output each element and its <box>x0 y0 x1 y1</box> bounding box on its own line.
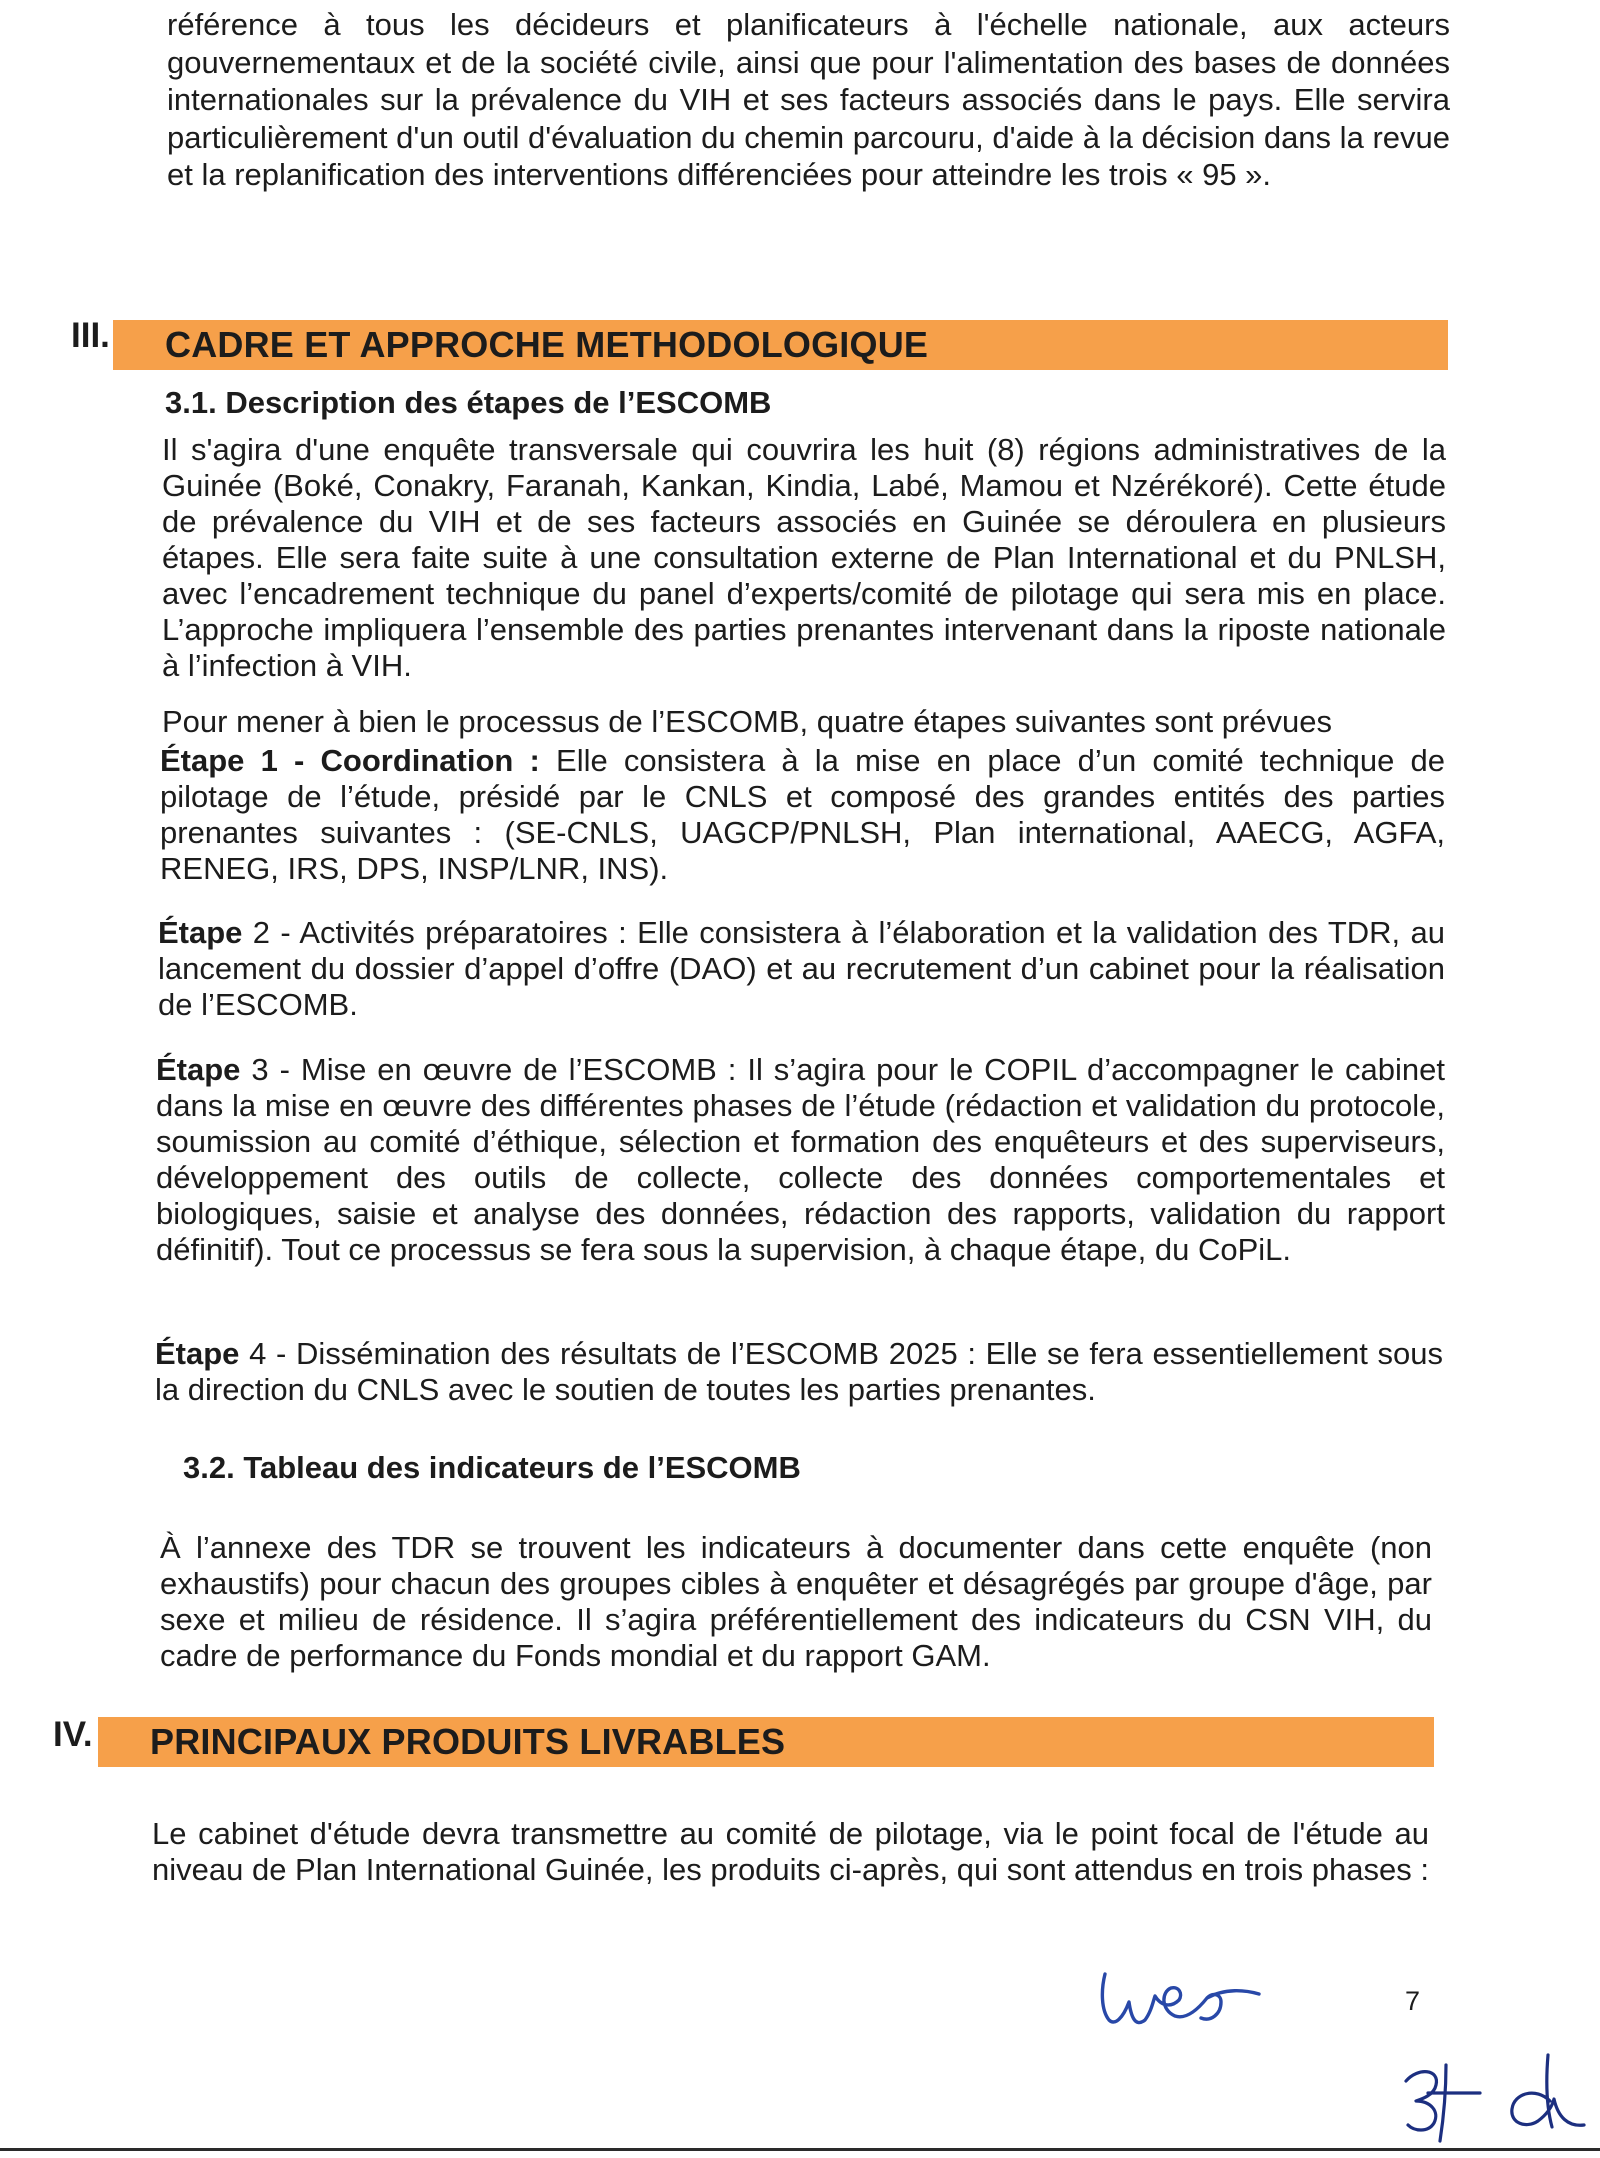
step-2-label: Étape <box>158 915 243 950</box>
section-3-banner <box>113 320 1448 370</box>
section-3-number: III. <box>71 316 110 355</box>
signature-mark <box>1095 1962 1295 2042</box>
step-2 <box>158 915 1445 1023</box>
page-bottom-border <box>0 2148 1600 2151</box>
step-4-text: 4 - Dissémination des résultats de l’ESCOMB 2025 : Elle se fera essentiellement sous la direction du CNLS avec le soutien de toutes les parties prenantes. <box>155 1336 1443 1407</box>
section-4-banner <box>98 1717 1434 1767</box>
subsection-3-1-heading: 3.1. Description des étapes de l’ESCOMB <box>165 385 772 420</box>
step-3-text: 3 - Mise en œuvre de l’ESCOMB : Il s’agira pour le COPIL d’accompagner le cabinet dans la mise en œuvre des différentes phases de l’étude (rédaction et validation du protocole, soumission au comité d’éthique, sélection et formation des enquêteurs et des superviseurs, développement des outils de collecte, collecte des données comportementales et biologiques, saisie et analyse des données, rédaction des rapports, validation du rapport définitif). Tout ce processus se fera sous la supervision, à chaque étape, du CoPiL. <box>156 1052 1445 1267</box>
section-3-title: CADRE ET APPROCHE METHODOLOGIQUE <box>165 324 929 365</box>
intro-paragraph: référence à tous les décideurs et planificateurs à l'échelle nationale, aux acteurs gouvernementaux et de la société civile, ainsi que pour l'alimentation des bases de données internationales sur la prévalence du VIH et ses facteurs associés dans le pays. Elle servira particulièrement d'un outil d'évaluation du chemin parcouru, d'aide à la décision dans la revue et la replanification des interventions différenciées pour atteindre les trois « 95 ». <box>167 7 1450 192</box>
section-4-title: PRINCIPAUX PRODUITS LIVRABLES <box>150 1721 786 1762</box>
step-3-label: Étape <box>156 1052 241 1087</box>
subsection-3-2-body: À l’annexe des TDR se trouvent les indicateurs à documenter dans cette enquête (non exhaustifs) pour chacun des groupes cibles à enquêter et désagrégés par groupe d'âge, par sexe et milieu de résidence. Il s’agira préférentiellement des indicateurs du CSN VIH, du cadre de performance du Fonds mondial et du rapport GAM. <box>160 1530 1432 1673</box>
step-1-text: Elle consistera à la mise en place d’un comité technique de pilotage de l’étude, présidé par le CNLS et composé des grandes entités des parties prenantes suivantes : (SE-CNLS, UAGCP/PNLSH, Plan international, AAECG, AGFA, RENEG, IRS, DPS, INSP/LNR, INS). <box>160 743 1445 886</box>
step-4 <box>155 1336 1443 1408</box>
step-3 <box>156 1052 1445 1268</box>
subsection-3-1-body: Il s'agira d'une enquête transversale qui couvrira les huit (8) régions administratives de la Guinée (Boké, Conakry, Faranah, Kankan, Kindia, Labé, Mamou et Nzérékoré). Cette étude de prévalence du VIH et de ses facteurs associés en Guinée se déroulera en plusieurs étapes. Elle sera faite suite à une consultation externe de Plan International et du PNLSH, avec l’encadrement technique du panel d’experts/comité de pilotage qui sera mis en place. L’approche impliquera l’ensemble des parties prenantes intervenant dans la riposte nationale à l’infection à VIH. <box>162 432 1446 683</box>
step-4-label: Étape <box>155 1336 240 1371</box>
step-1-label: Étape 1 - Coordination : <box>160 743 540 778</box>
step-1 <box>160 743 1445 887</box>
step-2-text: 2 - Activités préparatoires : Elle consistera à l’élaboration et la validation des TDR, au lancement du dossier d’appel d’offre (DAO) et au recrutement d’un cabinet pour la réalisation de l’ESCOMB. <box>158 915 1445 1022</box>
steps-lead-text: Pour mener à bien le processus de l’ESCOMB, quatre étapes suivantes sont prévues <box>162 704 1333 739</box>
section-4-number: IV. <box>53 1715 93 1754</box>
subsection-3-2-heading: 3.2. Tableau des indicateurs de l’ESCOMB <box>183 1450 801 1485</box>
section-4-body: Le cabinet d'étude devra transmettre au comité de pilotage, via le point focal de l'étude au niveau de Plan International Guinée, les produits ci-après, qui sont attendus en trois phases : <box>152 1816 1429 1887</box>
initials-mark <box>1388 2045 1598 2145</box>
page-number: 7 <box>1405 1986 1421 2016</box>
